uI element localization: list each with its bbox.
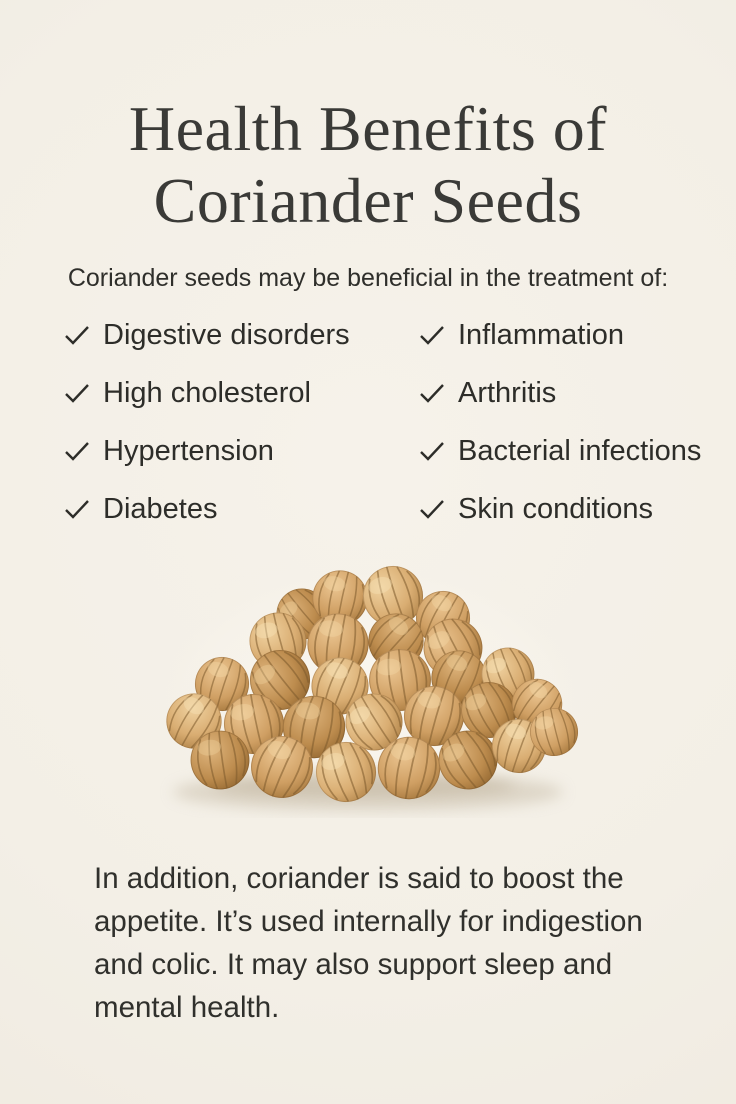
benefits-column-right — [419, 318, 701, 550]
list-item-label: Hypertension — [103, 434, 274, 467]
page-title-line1: Health Benefits of — [128, 92, 608, 164]
list-item — [419, 318, 701, 352]
page-title — [0, 93, 736, 237]
benefits-column-left — [64, 318, 350, 550]
list-item-label: Arthritis — [458, 376, 557, 409]
subtitle: Coriander seeds may be beneficial in the treatment of: — [67, 264, 669, 292]
footer-paragraph-line: In addition, coriander is said to boost the — [94, 862, 624, 895]
list-item-label: High cholesterol — [103, 376, 311, 409]
footer-paragraph-line: appetite. It’s used internally for indigestion — [94, 905, 643, 938]
list-item — [64, 492, 350, 526]
footer-paragraph-line: and colic. It may also support sleep and — [94, 948, 613, 981]
page-title-line2: Coriander Seeds — [153, 164, 583, 236]
list-item-label: Inflammation — [458, 318, 625, 351]
check-icon — [419, 499, 445, 519]
check-icon — [64, 383, 90, 403]
check-icon — [419, 441, 445, 461]
list-item-label: Diabetes — [103, 492, 218, 525]
check-icon — [64, 325, 90, 345]
list-item — [419, 434, 701, 468]
footer-paragraph — [94, 857, 643, 1029]
list-item — [64, 376, 350, 410]
check-icon — [64, 499, 90, 519]
list-item — [419, 376, 701, 410]
footer-paragraph-line: mental health. — [94, 991, 280, 1024]
check-icon — [419, 383, 445, 403]
list-item-label: Digestive disorders — [103, 318, 350, 351]
check-icon — [419, 325, 445, 345]
list-item-label: Skin conditions — [458, 492, 654, 525]
coriander-seeds-photo — [150, 546, 590, 818]
list-item-label: Bacterial infections — [458, 434, 702, 467]
check-icon — [64, 441, 90, 461]
list-item — [64, 318, 350, 352]
list-item — [64, 434, 350, 468]
list-item — [419, 492, 701, 526]
